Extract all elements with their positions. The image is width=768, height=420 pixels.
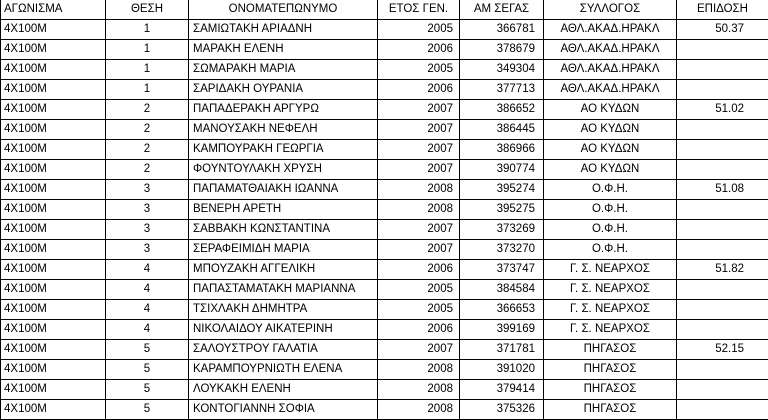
cell-event: 4Χ100Μ: [1, 260, 106, 280]
cell-name: ΣΩΜΑΡΑΚΗ ΜΑΡΙΑ: [189, 60, 378, 80]
cell-performance: 51.02: [677, 100, 768, 120]
table-row: [1, 40, 768, 60]
cell-event: 4Χ100Μ: [1, 180, 106, 200]
cell-am-segas: 391020: [460, 360, 544, 380]
table-row: [1, 260, 768, 280]
cell-event: 4Χ100Μ: [1, 140, 106, 160]
table-row: [1, 280, 768, 300]
table-row: [1, 400, 768, 420]
cell-position: 4: [106, 260, 189, 280]
cell-performance: [677, 220, 768, 240]
cell-name: ΣΕΡΑΦΕΙΜΙΔΗ ΜΑΡΙΑ: [189, 240, 378, 260]
cell-am-segas: 373270: [460, 240, 544, 260]
cell-club: Ο.Φ.Η.: [544, 180, 677, 200]
cell-birth-year: 2007: [378, 140, 460, 160]
cell-birth-year: 2008: [378, 380, 460, 400]
cell-name: ΜΠΟΥΖΑΚΗ ΑΓΓΕΛΙΚΗ: [189, 260, 378, 280]
cell-position: 5: [106, 340, 189, 360]
cell-am-segas: 384584: [460, 280, 544, 300]
cell-event: 4Χ100Μ: [1, 360, 106, 380]
cell-am-segas: 377713: [460, 80, 544, 100]
cell-birth-year: 2007: [378, 240, 460, 260]
cell-club: ΑΘΛ.ΑΚΑΔ.ΗΡΑΚΛ: [544, 20, 677, 40]
cell-club: ΑΘΛ.ΑΚΑΔ.ΗΡΑΚΛ: [544, 80, 677, 100]
cell-event: 4Χ100Μ: [1, 380, 106, 400]
cell-performance: 51.08: [677, 180, 768, 200]
cell-event: 4Χ100Μ: [1, 160, 106, 180]
cell-event: 4Χ100Μ: [1, 280, 106, 300]
cell-club: ΑΟ ΚΥΔΩΝ: [544, 140, 677, 160]
cell-position: 2: [106, 120, 189, 140]
cell-club: Γ. Σ. ΝΕΑΡΧΟΣ: [544, 260, 677, 280]
cell-birth-year: 2005: [378, 280, 460, 300]
table-row: [1, 120, 768, 140]
header-club: ΣΥΛΛΟΓΟΣ: [544, 0, 677, 20]
cell-performance: [677, 240, 768, 260]
cell-birth-year: 2006: [378, 260, 460, 280]
header-performance: ΕΠΙΔΟΣΗ: [677, 0, 768, 20]
cell-club: Ο.Φ.Η.: [544, 220, 677, 240]
cell-am-segas: 366653: [460, 300, 544, 320]
cell-name: ΒΕΝΕΡΗ ΑΡΕΤΗ: [189, 200, 378, 220]
cell-club: ΑΟ ΚΥΔΩΝ: [544, 160, 677, 180]
cell-birth-year: 2006: [378, 40, 460, 60]
cell-event: 4Χ100Μ: [1, 60, 106, 80]
cell-am-segas: 386445: [460, 120, 544, 140]
cell-performance: [677, 280, 768, 300]
header-am-segas: ΑΜ ΣΕΓΑΣ: [460, 0, 544, 20]
cell-position: 3: [106, 200, 189, 220]
cell-name: ΚΑΡΑΜΠΟΥΡΝΙΩΤΗ ΕΛΕΝΑ: [189, 360, 378, 380]
cell-club: ΑΟ ΚΥΔΩΝ: [544, 100, 677, 120]
cell-event: 4Χ100Μ: [1, 20, 106, 40]
cell-performance: [677, 380, 768, 400]
table-row: [1, 220, 768, 240]
cell-performance: [677, 300, 768, 320]
table-row: [1, 160, 768, 180]
cell-name: ΛΟΥΚΑΚΗ ΕΛΕΝΗ: [189, 380, 378, 400]
cell-position: 2: [106, 160, 189, 180]
cell-birth-year: 2008: [378, 180, 460, 200]
cell-am-segas: 378679: [460, 40, 544, 60]
cell-am-segas: 366781: [460, 20, 544, 40]
cell-event: 4Χ100Μ: [1, 120, 106, 140]
cell-birth-year: 2007: [378, 340, 460, 360]
cell-name: ΠΑΠΑΣΤΑΜΑΤΑΚΗ ΜΑΡΙΑΝΝΑ: [189, 280, 378, 300]
cell-am-segas: 386966: [460, 140, 544, 160]
table-row: [1, 80, 768, 100]
cell-name: ΜΑΡΑΚΗ ΕΛΕΝΗ: [189, 40, 378, 60]
cell-event: 4Χ100Μ: [1, 40, 106, 60]
cell-am-segas: 386652: [460, 100, 544, 120]
cell-club: Γ. Σ. ΝΕΑΡΧΟΣ: [544, 320, 677, 340]
cell-am-segas: 395275: [460, 200, 544, 220]
cell-name: ΤΣΙΧΛΑΚΗ ΔΗΜΗΤΡΑ: [189, 300, 378, 320]
cell-name: ΚΑΜΠΟΥΡΑΚΗ ΓΕΩΡΓΙΑ: [189, 140, 378, 160]
header-event: ΑΓΩΝΙΣΜΑ: [1, 0, 106, 20]
cell-performance: [677, 400, 768, 420]
header-birth-year: ΕΤΟΣ ΓΕΝ.: [378, 0, 460, 20]
cell-performance: 50.37: [677, 20, 768, 40]
cell-event: 4Χ100Μ: [1, 80, 106, 100]
cell-birth-year: 2006: [378, 320, 460, 340]
cell-performance: [677, 160, 768, 180]
cell-name: ΝΙΚΟΛΑΙΔΟΥ ΑΙΚΑΤΕΡΙΝΗ: [189, 320, 378, 340]
cell-performance: [677, 60, 768, 80]
cell-position: 3: [106, 180, 189, 200]
cell-club: ΑΟ ΚΥΔΩΝ: [544, 120, 677, 140]
table-row: [1, 140, 768, 160]
cell-name: ΚΟΝΤΟΓΙΑΝΝΗ ΣΟΦΙΑ: [189, 400, 378, 420]
cell-position: 1: [106, 80, 189, 100]
cell-birth-year: 2008: [378, 200, 460, 220]
cell-name: ΣΑΛΟΥΣΤΡΟΥ ΓΑΛΑΤΙΑ: [189, 340, 378, 360]
table-row: [1, 380, 768, 400]
cell-event: 4Χ100Μ: [1, 200, 106, 220]
cell-club: ΠΗΓΑΣΟΣ: [544, 400, 677, 420]
cell-position: 2: [106, 140, 189, 160]
cell-name: ΠΑΠΑΔΕΡΑΚΗ ΑΡΓΥΡΩ: [189, 100, 378, 120]
cell-performance: [677, 360, 768, 380]
cell-event: 4Χ100Μ: [1, 300, 106, 320]
cell-performance: [677, 80, 768, 100]
table-row: [1, 240, 768, 260]
cell-club: ΠΗΓΑΣΟΣ: [544, 380, 677, 400]
cell-performance: [677, 140, 768, 160]
cell-birth-year: 2006: [378, 80, 460, 100]
cell-club: Ο.Φ.Η.: [544, 200, 677, 220]
cell-position: 4: [106, 280, 189, 300]
cell-club: ΑΘΛ.ΑΚΑΔ.ΗΡΑΚΛ: [544, 40, 677, 60]
cell-birth-year: 2008: [378, 400, 460, 420]
cell-birth-year: 2005: [378, 300, 460, 320]
cell-club: ΠΗΓΑΣΟΣ: [544, 360, 677, 380]
cell-name: ΠΑΠΑΜΑΤΘΑΙΑΚΗ ΙΩΑΝΝΑ: [189, 180, 378, 200]
cell-birth-year: 2007: [378, 100, 460, 120]
cell-performance: 51.82: [677, 260, 768, 280]
table-row: [1, 320, 768, 340]
cell-club: ΠΗΓΑΣΟΣ: [544, 340, 677, 360]
cell-position: 5: [106, 360, 189, 380]
cell-position: 5: [106, 400, 189, 420]
header-position: ΘΕΣΗ: [106, 0, 189, 20]
cell-performance: [677, 200, 768, 220]
cell-birth-year: 2007: [378, 120, 460, 140]
header-name: ΟΝΟΜΑΤΕΠΩΝΥΜΟ: [189, 0, 378, 20]
table-row: [1, 100, 768, 120]
table-row: [1, 60, 768, 80]
table-row: [1, 360, 768, 380]
cell-name: ΦΟΥΝΤΟΥΛΑΚΗ ΧΡΥΣΗ: [189, 160, 378, 180]
cell-am-segas: 373747: [460, 260, 544, 280]
table-row: [1, 200, 768, 220]
cell-club: ΑΘΛ.ΑΚΑΔ.ΗΡΑΚΛ: [544, 60, 677, 80]
cell-position: 4: [106, 320, 189, 340]
cell-event: 4Χ100Μ: [1, 400, 106, 420]
cell-club: Γ. Σ. ΝΕΑΡΧΟΣ: [544, 300, 677, 320]
cell-birth-year: 2008: [378, 360, 460, 380]
cell-birth-year: 2005: [378, 60, 460, 80]
cell-am-segas: 390774: [460, 160, 544, 180]
cell-birth-year: 2005: [378, 20, 460, 40]
cell-event: 4Χ100Μ: [1, 340, 106, 360]
cell-event: 4Χ100Μ: [1, 240, 106, 260]
cell-position: 4: [106, 300, 189, 320]
cell-am-segas: 375326: [460, 400, 544, 420]
header-row: [1, 0, 768, 20]
cell-name: ΜΑΝΟΥΣΑΚΗ ΝΕΦΕΛΗ: [189, 120, 378, 140]
table-body: [1, 20, 768, 420]
cell-event: 4Χ100Μ: [1, 320, 106, 340]
table-row: [1, 180, 768, 200]
cell-position: 2: [106, 100, 189, 120]
cell-position: 1: [106, 60, 189, 80]
cell-club: Γ. Σ. ΝΕΑΡΧΟΣ: [544, 280, 677, 300]
cell-birth-year: 2007: [378, 160, 460, 180]
table-row: [1, 300, 768, 320]
cell-position: 3: [106, 240, 189, 260]
cell-position: 1: [106, 40, 189, 60]
cell-performance: [677, 320, 768, 340]
cell-am-segas: 371781: [460, 340, 544, 360]
cell-performance: 52.15: [677, 340, 768, 360]
cell-am-segas: 379414: [460, 380, 544, 400]
cell-event: 4Χ100Μ: [1, 220, 106, 240]
cell-event: 4Χ100Μ: [1, 100, 106, 120]
cell-am-segas: 349304: [460, 60, 544, 80]
table-row: [1, 20, 768, 40]
cell-birth-year: 2007: [378, 220, 460, 240]
cell-position: 1: [106, 20, 189, 40]
cell-am-segas: 399169: [460, 320, 544, 340]
cell-am-segas: 373269: [460, 220, 544, 240]
cell-name: ΣΑΡΙΔΑΚΗ ΟΥΡΑΝΙΑ: [189, 80, 378, 100]
cell-position: 5: [106, 380, 189, 400]
table-row: [1, 340, 768, 360]
cell-performance: [677, 120, 768, 140]
cell-club: Ο.Φ.Η.: [544, 240, 677, 260]
cell-name: ΣΑΒΒΑΚΗ ΚΩΝΣΤΑΝΤΙΝΑ: [189, 220, 378, 240]
cell-performance: [677, 40, 768, 60]
cell-position: 3: [106, 220, 189, 240]
cell-name: ΣΑΜΙΩΤΑΚΗ ΑΡΙΑΔΝΗ: [189, 20, 378, 40]
cell-am-segas: 395274: [460, 180, 544, 200]
